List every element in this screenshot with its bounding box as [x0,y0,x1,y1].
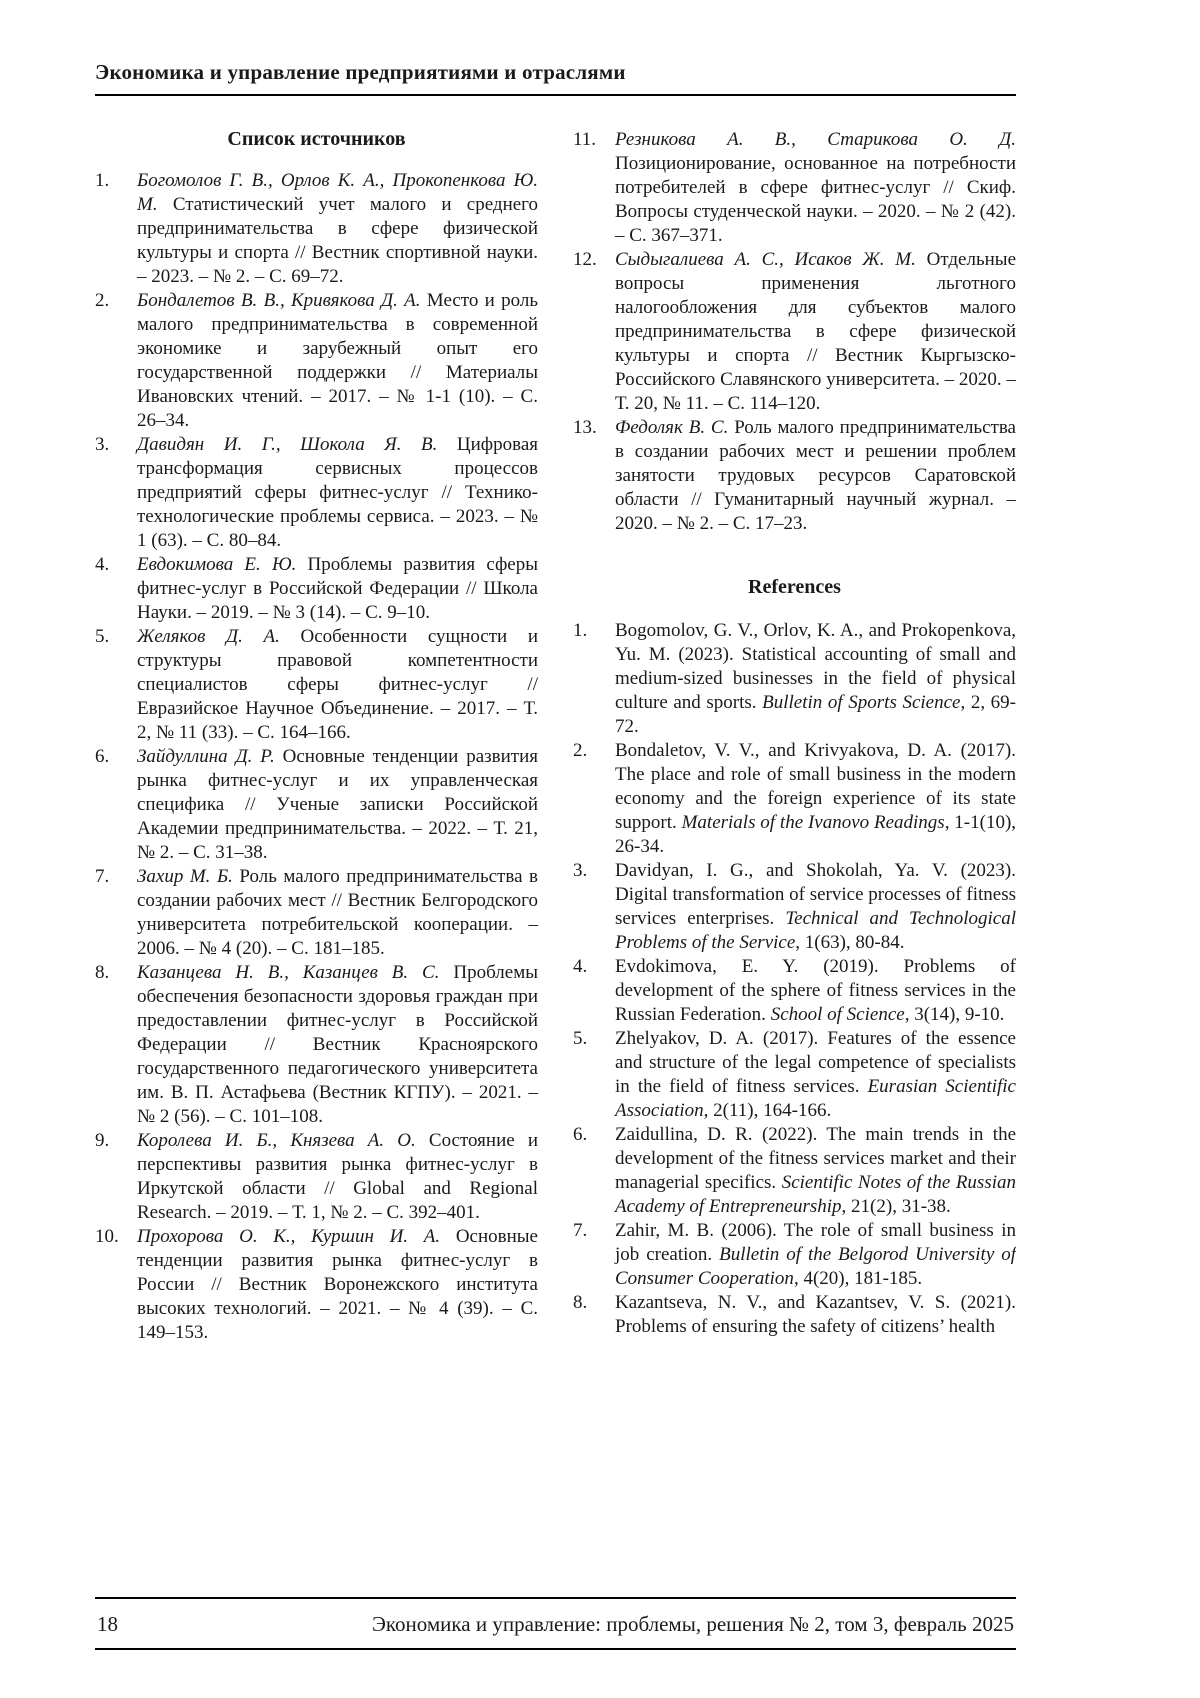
item-text: Kazantseva, N. V., and Kazantsev, V. S. (2021). Problems of ensuring the safety of citizens’ health [615,1292,1016,1337]
item-number: 9. [95,1130,110,1151]
item-number: 1. [573,620,588,641]
reference-item [573,619,1016,739]
source-item [95,1225,538,1345]
item-number: 8. [95,962,110,983]
page-footer [95,1597,1016,1650]
source-item [95,553,538,625]
footer-bottom-rule [95,1648,1016,1650]
item-number: 3. [573,860,588,881]
item-text: Давидян И. Г., Шокола Я. В. Цифровая трансформация сервисных процессов предприятий сферы фитнес-услуг // Технико-технологические проблемы сервиса. – 2023. – № 1 (63). – С. 80–84. [137,434,538,551]
source-item [95,865,538,961]
item-text: Прохорова О. К., Куршин И. А. Основные тенденции развития рынка фитнес-услуг в России // Вестник Воронежского института высоких технологий. – 2021. – № 4 (39). – С. 149–153. [137,1226,538,1343]
reference-item [573,859,1016,955]
right-column [573,128,1016,1520]
source-item [95,1129,538,1225]
item-text: Zhelyakov, D. A. (2017). Features of the essence and structure of the legal competence of specialists in the field of fitness services. Eurasian Scientific Association, 2(11), 164-166. [615,1028,1016,1121]
item-text: Evdokimova, E. Y. (2019). Problems of development of the sphere of fitness services in the Russian Federation. School of Science, 3(14), 9-10. [615,956,1016,1025]
item-text: Резникова А. В., Старикова О. Д. Позиционирование, основанное на потребности потребителей в сфере фитнес-услуг // Скиф. Вопросы студенческой науки. – 2020. – № 2 (42). – С. 367–371. [615,129,1016,246]
item-number: 2. [95,290,110,311]
item-text: Бондалетов В. В., Кривякова Д. А. Место и роль малого предпринимательства в современной экономике и зарубежный опыт его государственной поддержки // Материалы Ивановских чтений. – 2017. – № 1-1 (10). – С. 26–34. [137,290,538,431]
reference-item [573,1027,1016,1123]
reference-item [573,955,1016,1027]
sources-list-left [95,169,538,1345]
item-text: Bondaletov, V. V., and Krivyakova, D. A. (2017). The place and role of small business in the modern economy and the foreign experience of its state support. Materials of the Ivanovo Readings, 1-1(10), 26-34. [615,740,1016,857]
item-text: Богомолов Г. В., Орлов К. А., Прокопенкова Ю. М. Статистический учет малого и среднего предпринимательства в сфере физической культуры и спорта // Вестник спортивной науки. – 2023. – № 2. – С. 69–72. [137,170,538,287]
references-title: References [748,576,841,598]
item-number: 3. [95,434,110,455]
footer-row [95,1599,1016,1648]
item-number: 12. [573,249,597,270]
sources-title: Список источников [227,128,406,150]
item-text: Королева И. Б., Князева А. О. Состояние и перспективы развития рынка фитнес-услуг в Иркутской области // Global and Regional Research. – 2019. – Т. 1, № 2. – С. 392–401. [137,1130,538,1223]
journal-footer-text: Экономика и управление: проблемы, решения № 2, том 3, февраль 2025 [372,1612,1014,1636]
running-head: Экономика и управление предприятиями и отраслями [95,60,626,84]
item-text: Захир М. Б. Роль малого предпринимательства в создании рабочих мест // Вестник Белгородского университета потребительской кооперации. – 2006. – № 4 (20). – С. 181–185. [137,866,539,959]
reference-item [573,739,1016,859]
item-number: 7. [573,1220,588,1241]
sources-list-right [573,128,1016,536]
reference-item [573,1219,1016,1291]
source-item [95,625,538,745]
reference-item [573,1123,1016,1219]
item-number: 1. [95,170,110,191]
item-number: 6. [573,1124,588,1145]
source-item [95,289,538,433]
item-text: Казанцева Н. В., Казанцев В. С. Проблемы обеспечения безопасности здоровья граждан при предоставлении фитнес-услуг в Российской Федерации // Вестник Красноярского государственного педагогического университета им. В. П. Астафьева (Вестник КГПУ). – 2021. – № 2 (56). – С. 101–108. [137,962,538,1127]
item-number: 7. [95,866,110,887]
item-number: 4. [573,956,588,977]
source-item [573,416,1016,536]
source-item [95,745,538,865]
item-text: Bogomolov, G. V., Orlov, K. A., and Prokopenkova, Yu. M. (2023). Statistical accounting of small and medium-sized businesses in the field of physical culture and sports. Bulletin of Sports Science, 2, 69-72. [615,620,1016,737]
references-list [573,619,1016,1339]
item-number: 11. [573,129,597,150]
content-columns [95,128,1016,1520]
item-text: Зайдуллина Д. Р. Основные тенденции развития рынка фитнес-услуг и их управленческая специфика // Ученые записки Российской Академии предпринимательства. – 2022. – Т. 21, № 2. – С. 31–38. [137,746,539,863]
item-number: 13. [573,417,597,438]
header-rule [95,94,1016,96]
item-text: Davidyan, I. G., and Shokolah, Ya. V. (2023). Digital transformation of service processes of fitness services enterprises. Technical and Technological Problems of the Service, 1(63), 80-84. [615,860,1016,953]
item-text: Желяков Д. А. Особенности сущности и структуры правовой компетентности специалистов сферы фитнес-услуг // Евразийское Научное Объединение. – 2017. – Т. 2, № 11 (33). – С. 164–166. [137,626,538,743]
source-item [95,169,538,289]
page-number: 18 [97,1612,118,1636]
item-number: 4. [95,554,110,575]
source-item [95,433,538,553]
item-number: 5. [95,626,110,647]
item-number: 2. [573,740,588,761]
source-item [95,961,538,1129]
item-number: 10. [95,1226,119,1247]
item-text: Сыдыгалиева А. С., Исаков Ж. М. Отдельные вопросы применения льготного налогообложения для субъектов малого предпринимательства в сфере физической культуры и спорта // Вестник Кыргызско-Российского Славянского университета. – 2020. – Т. 20, № 11. – С. 114–120. [615,249,1016,414]
item-text: Zahir, M. B. (2006). The role of small business in job creation. Bulletin of the Belgorod University of Consumer Cooperation, 4(20), 181-185. [615,1220,1016,1289]
item-text: Федоляк В. С. Роль малого предпринимательства в создании рабочих мест и решении проблем занятости трудовых ресурсов Саратовской области // Гуманитарный научный журнал. – 2020. – № 2. – С. 17–23. [615,417,1016,534]
item-text: Евдокимова Е. Ю. Проблемы развития сферы фитнес-услуг в Российской Федерации // Школа Науки. – 2019. – № 3 (14). – С. 9–10. [137,554,538,623]
source-item [573,128,1016,248]
item-number: 8. [573,1292,588,1313]
item-number: 5. [573,1028,588,1049]
source-item [573,248,1016,416]
page-header [95,60,1016,96]
item-text: Zaidullina, D. R. (2022). The main trends in the development of the fitness services market and their managerial specifics. Scientific Notes of the Russian Academy of Entrepreneurship, 21(2), 31-38. [615,1124,1016,1217]
item-number: 6. [95,746,110,767]
left-column [95,128,538,1520]
reference-item [573,1291,1016,1339]
